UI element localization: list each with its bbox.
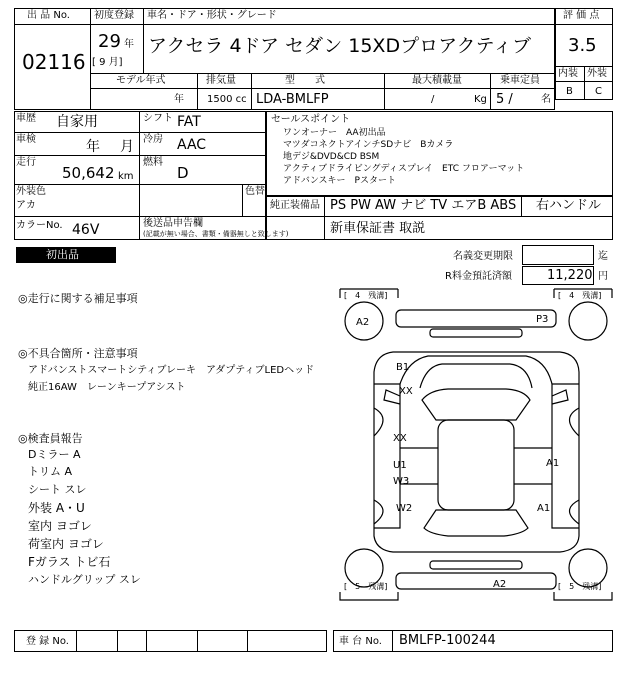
defect-line: 純正16AW レーンキープアシスト [28, 382, 186, 393]
inspector-line: トリム A [28, 465, 73, 478]
fuel: D [177, 164, 189, 182]
sales-point-line: 地デジ&DVD&CD BSM [283, 152, 380, 162]
interior-label: 内装 [558, 68, 578, 79]
car-name: アクセラ 4ドア セダン 15XDプロアクティブ [148, 35, 531, 57]
capacity-label: 乗車定員 [500, 75, 540, 86]
first-reg-month: [ 9 月] [92, 57, 123, 68]
year-unit: 年 [124, 39, 134, 50]
color-change-label: 色替 [245, 186, 265, 197]
aftermarket-label: 後送品申告欄 [143, 218, 203, 229]
color-no: 46V [72, 222, 100, 238]
defect-line: アドバンストスマートシティブレーキ アダプティブLEDヘッド [28, 365, 315, 376]
sales-point-line: アクティブドライビングディスプレイ ETC フロアーマット [283, 164, 525, 174]
car-name-label: 車名・ドア・形状・グレード [147, 10, 277, 21]
sales-point-line: アドバンスキー Pスタート [283, 176, 396, 186]
damage-mark: U1 [393, 460, 407, 471]
lot-no: 02116 [22, 50, 86, 74]
exterior-color: アカ [16, 200, 36, 211]
inspector-line: シート スレ [28, 483, 87, 496]
damage-mark: A2 [356, 317, 370, 328]
name-change-box [522, 245, 594, 265]
displacement: 1500 cc [207, 94, 247, 105]
first-reg-label: 初度登録 [94, 10, 134, 21]
exterior-label: 外装 [587, 68, 607, 79]
grade: 3.5 [568, 35, 597, 56]
aftermarket-note: (記載が無い場合、書類・備器無しと致します) [143, 230, 289, 238]
name-change-label: 名義変更期限 [453, 251, 513, 262]
damage-mark: P3 [536, 314, 549, 325]
chassis-no: BMLFP-100244 [399, 633, 496, 648]
damage-mark: XX [393, 433, 407, 444]
history: 自家用 [56, 114, 98, 130]
model-label: 型 式 [285, 75, 325, 86]
warranty: 新車保証書 取説 [330, 221, 426, 236]
mileage: 50,642 [62, 164, 115, 182]
equipment-label: 純正装備品 [270, 200, 320, 211]
damage-mark: B1 [396, 362, 410, 373]
color-no-label: カラーNo. [16, 220, 63, 231]
sales-point-line: マツダコネクトアインチSDナビ Bカメラ [283, 140, 454, 150]
name-change-unit: 迄 [598, 251, 608, 262]
damage-mark: W3 [393, 476, 410, 487]
max-load-label: 最大積載量 [412, 75, 462, 86]
capacity: 5 / [496, 92, 513, 107]
damage-mark: A1 [537, 503, 551, 514]
grade-label: 評 価 点 [563, 10, 600, 21]
mileage-unit: km [118, 171, 134, 182]
tire-tread-front-left: [ 4 残溝] [344, 291, 388, 300]
chassis-label: 車 台 No. [339, 636, 382, 647]
driving-notes-title: ◎走行に関する補足事項 [18, 292, 138, 305]
ac-label: 冷房 [143, 134, 163, 145]
exterior-grade: C [595, 86, 602, 97]
inspector-line: 荷室内 ヨゴレ [28, 537, 104, 551]
history-label: 車歴 [16, 113, 36, 124]
inspector-line: Fガラス トビ石 [28, 555, 111, 569]
first-listing-label: 初出品 [46, 248, 79, 261]
capacity-unit: 名 [541, 94, 551, 105]
tire-tread-rear-left: [ 5 残溝] [344, 582, 388, 591]
model-year-unit: 年 [174, 94, 184, 105]
inspection-label: 車検 [16, 134, 36, 145]
inspector-line: 室内 ヨゴレ [28, 519, 92, 533]
inspector-line: ハンドルグリップ スレ [28, 573, 141, 586]
load-unit: Kg [474, 94, 487, 105]
sales-points-title: セールスポイント [271, 114, 351, 125]
shift: FAT [177, 114, 201, 130]
recycle-unit: 円 [598, 271, 608, 282]
damage-mark: A2 [493, 579, 507, 590]
model-year-label: モデル年式 [116, 75, 166, 86]
inspection-year: 年 [86, 139, 100, 155]
handle-side: 右ハンドル [536, 198, 602, 213]
inspector-line: Dミラー A [28, 448, 81, 461]
tire-tread-rear-right: [ 5 残溝] [558, 582, 602, 591]
inspector-line: 外装 A・U [28, 501, 85, 515]
damage-mark: W2 [396, 503, 413, 514]
recycle-amount: 11,220 [547, 268, 593, 283]
load-slash: / [431, 94, 435, 105]
model-code: LDA-BMLFP [256, 92, 329, 107]
inspection-month: 月 [120, 139, 134, 155]
interior-grade: B [566, 86, 573, 97]
car-damage-diagram [338, 288, 613, 603]
mileage-label: 走行 [16, 157, 36, 168]
shift-label: シフト [143, 113, 173, 124]
fuel-label: 燃料 [143, 157, 163, 168]
reg-no-label: 登 録 No. [26, 636, 69, 647]
sales-point-line: ワンオーナー AA初出品 [283, 128, 386, 138]
equipment-items: PS PW AW ナビ TV エアB ABS [330, 198, 517, 213]
exterior-color-label: 外装色 [16, 186, 46, 197]
defects-title: ◎不具合箇所・注意事項 [18, 347, 138, 360]
inspector-title: ◎検査員報告 [18, 432, 83, 445]
lot-no-label: 出 品 No. [27, 10, 70, 21]
first-reg-year: 29 [98, 31, 121, 52]
displacement-label: 排気量 [206, 75, 236, 86]
ac: AAC [177, 137, 207, 153]
recycle-label: R料金預託済額 [445, 271, 512, 282]
tire-tread-front-right: [ 4 残溝] [558, 291, 602, 300]
damage-mark: XX [399, 386, 413, 397]
damage-mark: A1 [546, 458, 560, 469]
